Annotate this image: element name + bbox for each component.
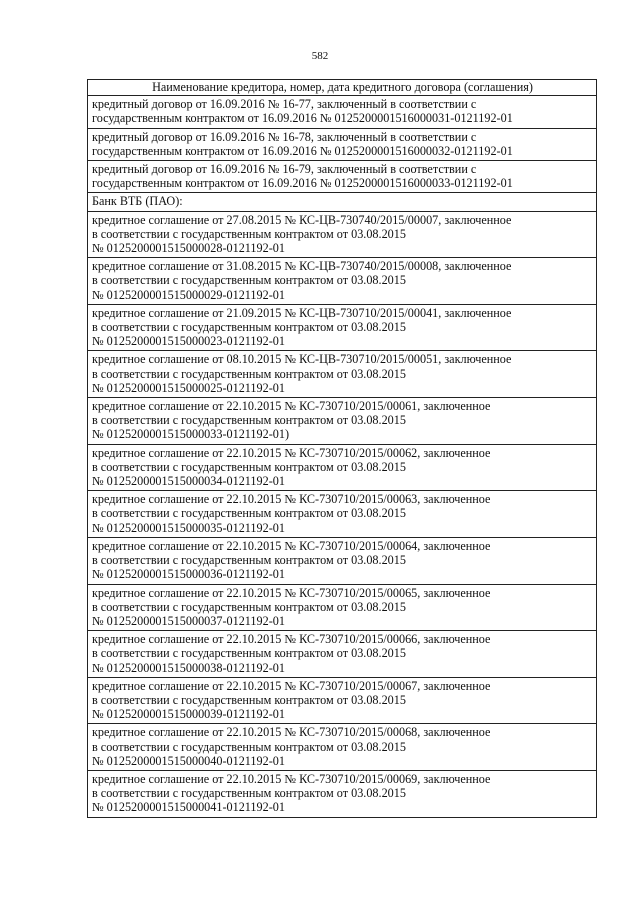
cell-text-line: кредитное соглашение от 22.10.2015 № КС-730710/2015/00064, заключенное: [92, 538, 491, 553]
cell-text-line: № 0125200001515000033-0121192-01): [92, 427, 290, 442]
cell-text-line: Банк ВТБ (ПАО):: [92, 194, 183, 209]
cell-text-line: в соответствии с государственным контрактом от 03.08.2015: [92, 273, 406, 288]
cell-text-line: в соответствии с государственным контрактом от 03.08.2015: [92, 786, 406, 801]
cell-text-line: в соответствии с государственным контрактом от 03.08.2015: [92, 320, 406, 335]
table-header-row: [88, 80, 597, 96]
cell-text-line: в соответствии с государственным контрактом от 03.08.2015: [92, 459, 406, 474]
cell-text-line: № 0125200001515000040-0121192-01: [92, 753, 285, 768]
cell-text-line: кредитный договор от 16.09.2016 № 16-79, заключенный в соответствии с: [92, 162, 477, 177]
cell-text-line: в соответствии с государственным контрактом от 03.08.2015: [92, 739, 406, 754]
table-cell: [88, 258, 597, 305]
cell-text-line: кредитное соглашение от 22.10.2015 № КС-730710/2015/00061, заключенное: [92, 399, 491, 414]
cell-text-line: в соответствии с государственным контрактом от 03.08.2015: [92, 692, 406, 707]
cell-text-line: в соответствии с государственным контрактом от 03.08.2015: [92, 553, 406, 568]
cell-text-line: кредитное соглашение от 22.10.2015 № КС-730710/2015/00063, заключенное: [92, 492, 491, 507]
table-row: [88, 258, 597, 305]
table-cell: [88, 96, 597, 128]
cell-text-line: № 0125200001515000023-0121192-01: [92, 334, 285, 349]
cell-text-line: кредитное соглашение от 22.10.2015 № КС-730710/2015/00068, заключенное: [92, 725, 491, 740]
table-header-cell: Наименование кредитора, номер, дата кредитного договора (соглашения): [88, 80, 597, 96]
cell-text-line: № 0125200001515000029-0121192-01: [92, 287, 285, 302]
cell-text-line: кредитный договор от 16.09.2016 № 16-77, заключенный в соответствии с: [92, 97, 477, 112]
table-row: [88, 491, 597, 538]
table-cell: [88, 491, 597, 538]
cell-text-line: кредитное соглашение от 08.10.2015 № КС-ЦВ-730710/2015/00051, заключенное: [92, 352, 512, 367]
table-cell: [88, 304, 597, 351]
table-cell: [88, 584, 597, 631]
table-cell: [88, 398, 597, 445]
table-row: [88, 724, 597, 771]
cell-text-line: кредитное соглашение от 31.08.2015 № КС-ЦВ-730740/2015/00008, заключенное: [92, 259, 512, 274]
table-row: [88, 444, 597, 491]
table-row: [88, 193, 597, 211]
cell-text-line: № 0125200001515000025-0121192-01: [92, 380, 285, 395]
cell-text-line: кредитное соглашение от 27.08.2015 № КС-ЦВ-730740/2015/00007, заключенное: [92, 212, 512, 227]
table-row: [88, 770, 597, 817]
table-row: [88, 631, 597, 678]
table-cell: [88, 351, 597, 398]
cell-text-line: № 0125200001515000041-0121192-01: [92, 800, 285, 815]
cell-text-line: кредитное соглашение от 21.09.2015 № КС-ЦВ-730710/2015/00041, заключенное: [92, 305, 512, 320]
table-cell: [88, 161, 597, 193]
cell-text-line: в соответствии с государственным контрактом от 03.08.2015: [92, 646, 406, 661]
table-row: [88, 161, 597, 193]
table-row: [88, 351, 597, 398]
cell-text-line: кредитный договор от 16.09.2016 № 16-78, заключенный в соответствии с: [92, 129, 477, 144]
cell-text-line: № 0125200001515000034-0121192-01: [92, 474, 285, 489]
creditor-table: [87, 79, 597, 818]
table-cell: [88, 631, 597, 678]
table-row: [88, 96, 597, 128]
cell-text-line: № 0125200001515000035-0121192-01: [92, 520, 285, 535]
page-number: 582: [311, 50, 329, 62]
table-cell: [88, 677, 597, 724]
cell-text-line: государственным контрактом от 16.09.2016 № 0125200001516000033-0121192-01: [92, 176, 513, 191]
cell-text-line: в соответствии с государственным контрактом от 03.08.2015: [92, 226, 406, 241]
table-row: [88, 537, 597, 584]
cell-text-line: кредитное соглашение от 22.10.2015 № КС-730710/2015/00062, заключенное: [92, 445, 491, 460]
cell-text-line: № 0125200001515000038-0121192-01: [92, 660, 285, 675]
cell-text-line: в соответствии с государственным контрактом от 03.08.2015: [92, 366, 406, 381]
table-row: [88, 584, 597, 631]
table-body: [88, 96, 597, 817]
cell-text-line: кредитное соглашение от 22.10.2015 № КС-730710/2015/00066, заключенное: [92, 632, 491, 647]
cell-text-line: № 0125200001515000039-0121192-01: [92, 707, 285, 722]
table-row: [88, 398, 597, 445]
cell-text-line: № 0125200001515000037-0121192-01: [92, 613, 285, 628]
cell-text-line: № 0125200001515000028-0121192-01: [92, 241, 285, 256]
table-cell: [88, 193, 597, 211]
table-cell: [88, 211, 597, 258]
cell-text-line: № 0125200001515000036-0121192-01: [92, 567, 285, 582]
table-row: [88, 677, 597, 724]
table-cell: [88, 724, 597, 771]
cell-text-line: государственным контрактом от 16.09.2016 № 0125200001516000032-0121192-01: [92, 143, 513, 158]
table-cell: [88, 537, 597, 584]
cell-text-line: государственным контрактом от 16.09.2016 № 0125200001516000031-0121192-01: [92, 111, 513, 126]
table-row: [88, 211, 597, 258]
cell-text-line: кредитное соглашение от 22.10.2015 № КС-730710/2015/00067, заключенное: [92, 678, 491, 693]
cell-text-line: в соответствии с государственным контрактом от 03.08.2015: [92, 506, 406, 521]
table-cell: [88, 770, 597, 817]
table-row: [88, 304, 597, 351]
cell-text-line: кредитное соглашение от 22.10.2015 № КС-730710/2015/00069, заключенное: [92, 771, 491, 786]
table-row: [88, 128, 597, 160]
cell-text-line: в соответствии с государственным контрактом от 03.08.2015: [92, 413, 406, 428]
table-cell: [88, 444, 597, 491]
cell-text-line: в соответствии с государственным контрактом от 03.08.2015: [92, 599, 406, 614]
cell-text-line: кредитное соглашение от 22.10.2015 № КС-730710/2015/00065, заключенное: [92, 585, 491, 600]
table-cell: [88, 128, 597, 160]
